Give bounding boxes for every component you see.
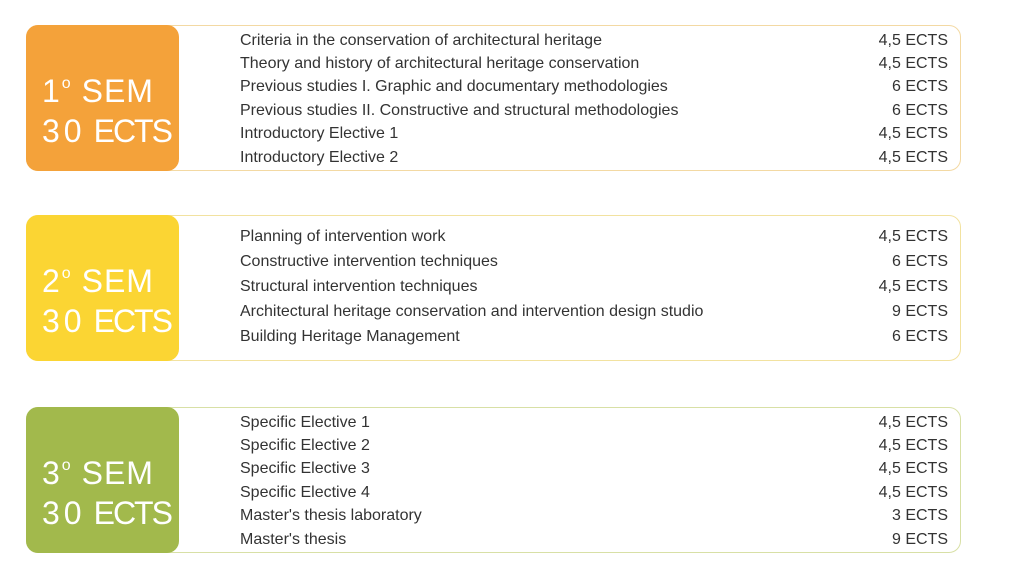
- course-credits: 6 ECTS: [891, 101, 948, 119]
- course-credits: 9 ECTS: [891, 303, 948, 321]
- course-name: Architectural heritage conservation and intervention design studio: [240, 303, 704, 321]
- course-name: Previous studies II. Constructive and structural methodologies: [240, 101, 679, 119]
- course-row: [240, 99, 948, 122]
- semester-1-badge: [26, 25, 179, 171]
- course-credits: 6 ECTS: [891, 78, 948, 96]
- course-name: Specific Elective 3: [240, 460, 370, 478]
- semester-3-credits: 30 ECTS: [42, 495, 171, 531]
- course-credits: 3 ECTS: [891, 507, 948, 525]
- course-credits: 6 ECTS: [891, 328, 948, 346]
- course-row: [240, 300, 948, 325]
- course-row: [240, 505, 948, 528]
- course-row: [240, 224, 948, 249]
- course-row: [240, 52, 948, 75]
- course-row: [240, 123, 948, 146]
- semester-3-badge: [26, 407, 179, 553]
- semester-1-course-list: [240, 29, 948, 169]
- course-credits: 4,5 ECTS: [878, 31, 948, 49]
- semester-3-title: 3$^o$ SEM: [42, 455, 154, 491]
- course-credits: 4,5 ECTS: [878, 227, 948, 245]
- course-row: [240, 249, 948, 274]
- course-name: Introductory Elective 1: [240, 125, 399, 143]
- course-name: Planning of intervention work: [240, 227, 446, 245]
- course-credits: 4,5 ECTS: [878, 125, 948, 143]
- course-row: [240, 434, 948, 457]
- course-row: [240, 528, 948, 551]
- semester-2-credits: 30 ECTS: [42, 303, 171, 339]
- course-name: Structural intervention techniques: [240, 277, 478, 295]
- semester-1-panel: [26, 25, 961, 171]
- course-credits: 4,5 ECTS: [878, 277, 948, 295]
- course-name: Specific Elective 1: [240, 413, 370, 431]
- course-name: Specific Elective 4: [240, 483, 370, 501]
- course-row: [240, 458, 948, 481]
- semester-2-badge: [26, 215, 179, 361]
- course-name: Previous studies I. Graphic and documentary methodologies: [240, 78, 668, 96]
- course-credits: 9 ECTS: [891, 530, 948, 548]
- course-credits: 4,5 ECTS: [878, 55, 948, 73]
- semester-2-title: 2$^o$ SEM: [42, 263, 154, 299]
- semester-1-credits: 30 ECTS: [42, 113, 171, 149]
- course-credits: 4,5 ECTS: [878, 460, 948, 478]
- course-credits: 6 ECTS: [891, 252, 948, 270]
- semester-3-course-list: [240, 411, 948, 551]
- course-credits: 4,5 ECTS: [878, 483, 948, 501]
- course-name: Building Heritage Management: [240, 328, 460, 346]
- course-name: Introductory Elective 2: [240, 148, 399, 166]
- course-row: [240, 274, 948, 299]
- course-row: [240, 146, 948, 169]
- course-credits: 4,5 ECTS: [878, 148, 948, 166]
- semester-1-title: 1$^o$ SEM: [42, 73, 154, 109]
- course-name: Theory and history of architectural heritage conservation: [240, 55, 640, 73]
- course-credits: 4,5 ECTS: [878, 413, 948, 431]
- course-credits: 4,5 ECTS: [878, 437, 948, 455]
- course-row: [240, 76, 948, 99]
- semester-2-course-list: [240, 224, 948, 350]
- semester-2-panel: [26, 215, 961, 361]
- course-name: Constructive intervention techniques: [240, 252, 498, 270]
- semester-3-panel: [26, 407, 961, 553]
- course-name: Specific Elective 2: [240, 437, 370, 455]
- course-name: Master's thesis laboratory: [240, 507, 422, 525]
- course-row: [240, 325, 948, 350]
- course-row: [240, 29, 948, 52]
- course-name: Master's thesis: [240, 530, 347, 548]
- course-name: Criteria in the conservation of architectural heritage: [240, 31, 602, 49]
- course-row: [240, 481, 948, 504]
- course-row: [240, 411, 948, 434]
